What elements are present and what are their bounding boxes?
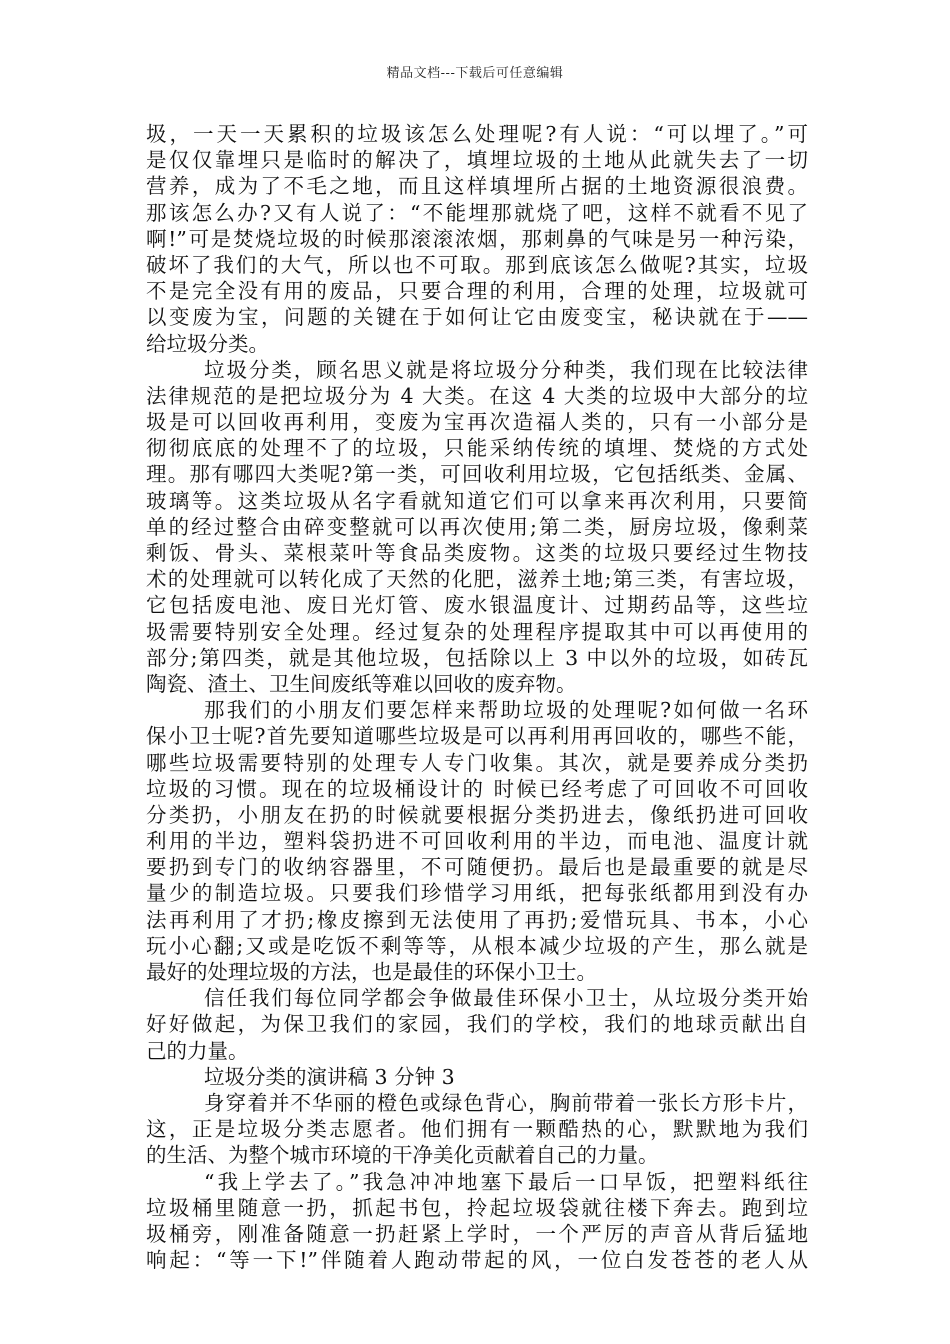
text-line: 哪些垃圾需要特别的处理专人专门收集。其次，就是要养成分类扔: [146, 750, 808, 775]
text-line: 玻璃等。这类垃圾从名字看就知道它们可以拿来再次利用，只要简: [146, 488, 808, 513]
page-header: 精品文档---下载后可任意编辑: [386, 66, 564, 81]
text-line: 响起：“等一下!”伴随着人跑动带起的风，一位白发苍苍的老人从: [146, 1248, 808, 1273]
text-line: 圾，一天一天累积的垃圾该怎么处理呢?有人说：“可以埋了。”可: [146, 122, 808, 146]
text-line: 垃圾桶里随意一扔，抓起书包，拎起垃圾袋就往楼下奔去。跑到垃: [146, 1195, 808, 1220]
text-line: 分类扔，小朋友在扔的时候就要根据分类扔进去，像纸扔进可回收: [146, 802, 808, 827]
text-line: 给垃圾分类。: [146, 331, 269, 356]
text-line: “我上学去了。”我急冲冲地塞下最后一口早饭，把塑料纸往: [204, 1169, 808, 1194]
text-line: 部分;第四类，就是其他垃圾，包括除以上 3 中以外的垃圾，如砖瓦: [146, 645, 808, 670]
text-line: 最好的处理垃圾的方法，也是最佳的环保小卫士。: [146, 960, 597, 984]
text-line: 啊!”可是焚烧垃圾的时候那滚滚浓烟，那刺鼻的气味是另一种污染，: [146, 226, 808, 251]
text-line: 法再利用了才扔;橡皮擦到无法使用了再扔;爱惜玩具、书本，小心: [146, 907, 808, 932]
text-line: 的生活、为整个城市环境的干净美化贡献着自己的力量。: [146, 1143, 659, 1168]
text-line: 这，正是垃圾分类志愿者。他们拥有一颗酷热的心，默默地为我们: [146, 1117, 808, 1142]
text-line: 信任我们每位同学都会争做最佳环保小卫士，从垃圾分类开始: [204, 986, 808, 1011]
section-heading: 垃圾分类的演讲稿 3 分钟 3: [204, 1064, 455, 1089]
text-line: 以变废为宝，问题的关键在于如何让它由废变宝，秘诀就在于——: [146, 305, 808, 330]
text-line: 利用的半边，塑料袋扔进不可回收利用的半边，而电池、温度计就: [146, 829, 808, 854]
text-line: 单的经过整合由碎变整就可以再次使用;第二类，厨房垃圾，像剩菜: [146, 514, 808, 539]
text-line: 圾需要特别安全处理。经过复杂的处理程序提取其中可以再使用的: [146, 619, 808, 644]
text-line: 剩饭、骨头、菜根菜叶等食品类废物。这类的垃圾只要经过生物技: [146, 541, 808, 565]
text-line: 彻彻底底的处理不了的垃圾，只能采纳传统的填埋、焚烧的方式处: [146, 436, 808, 461]
document-body: [146, 121, 808, 1273]
text-line: 是仅仅靠埋只是临时的解决了，填埋垃圾的土地从此就失去了一切: [146, 148, 808, 173]
text-line: 那该怎么办?又有人说了：“不能埋那就烧了吧，这样不就看不见了: [146, 200, 808, 225]
text-line: 不是完全没有用的废品，只要合理的利用，合理的处理，垃圾就可: [146, 279, 808, 304]
text-line: 保小卫士呢?首先要知道哪些垃圾是可以再利用再回收的，哪些不能，: [146, 724, 808, 749]
text-line: 玩小心翻;又或是吃饭不剩等等，从根本减少垃圾的产生，那么就是: [146, 933, 808, 958]
text-line: 要扔到专门的收纳容器里，不可随便扔。最后也是最重要的就是尽: [146, 855, 808, 880]
text-line: 量少的制造垃圾。只要我们珍惜学习用纸，把每张纸都用到没有办: [146, 881, 808, 906]
text-line: 圾桶旁，刚准备随意一扔赶紧上学时，一个严厉的声音从背后猛地: [146, 1221, 808, 1246]
text-line: 好好做起，为保卫我们的家园，我们的学校，我们的地球贡献出自: [146, 1012, 808, 1037]
text-line: 营养，成为了不毛之地，而且这样填埋所占据的土地资源很浪费。: [146, 174, 808, 199]
text-line: 破坏了我们的大气，所以也不可取。那到底该怎么做呢?其实，垃圾: [146, 252, 808, 277]
text-line: 理。那有哪四大类呢?第一类，可回收利用垃圾，它包括纸类、金属、: [146, 462, 808, 487]
text-line: 术的处理就可以转化成了天然的化肥，滋养土地;第三类，有害垃圾，: [146, 567, 808, 592]
text-line: 身穿着并不华丽的橙色或绿色背心，胸前带着一张长方形卡片，: [204, 1090, 808, 1115]
text-line: 陶瓷、渣土、卫生间废纸等难以回收的废弃物。: [146, 671, 577, 696]
text-line: 垃圾的习惯。现在的垃圾桶设计的 时候已经考虑了可回收不可回收: [146, 776, 808, 801]
text-line: 己的力量。: [146, 1038, 249, 1063]
text-line: 垃圾分类，顾名思义就是将垃圾分分种类，我们现在比较法律: [204, 357, 808, 382]
text-line: 那我们的小朋友们要怎样来帮助垃圾的处理呢?如何做一名环: [204, 698, 808, 723]
text-line: 法律规范的是把垃圾分为 4 大类。在这 4 大类的垃圾中大部分的垃: [146, 383, 808, 408]
text-line: 它包括废电池、废日光灯管、废水银温度计、过期药品等，这些垃: [146, 593, 808, 618]
text-line: 圾是可以回收再利用，变废为宝再次造福人类的，只有一小部分是: [146, 410, 808, 435]
